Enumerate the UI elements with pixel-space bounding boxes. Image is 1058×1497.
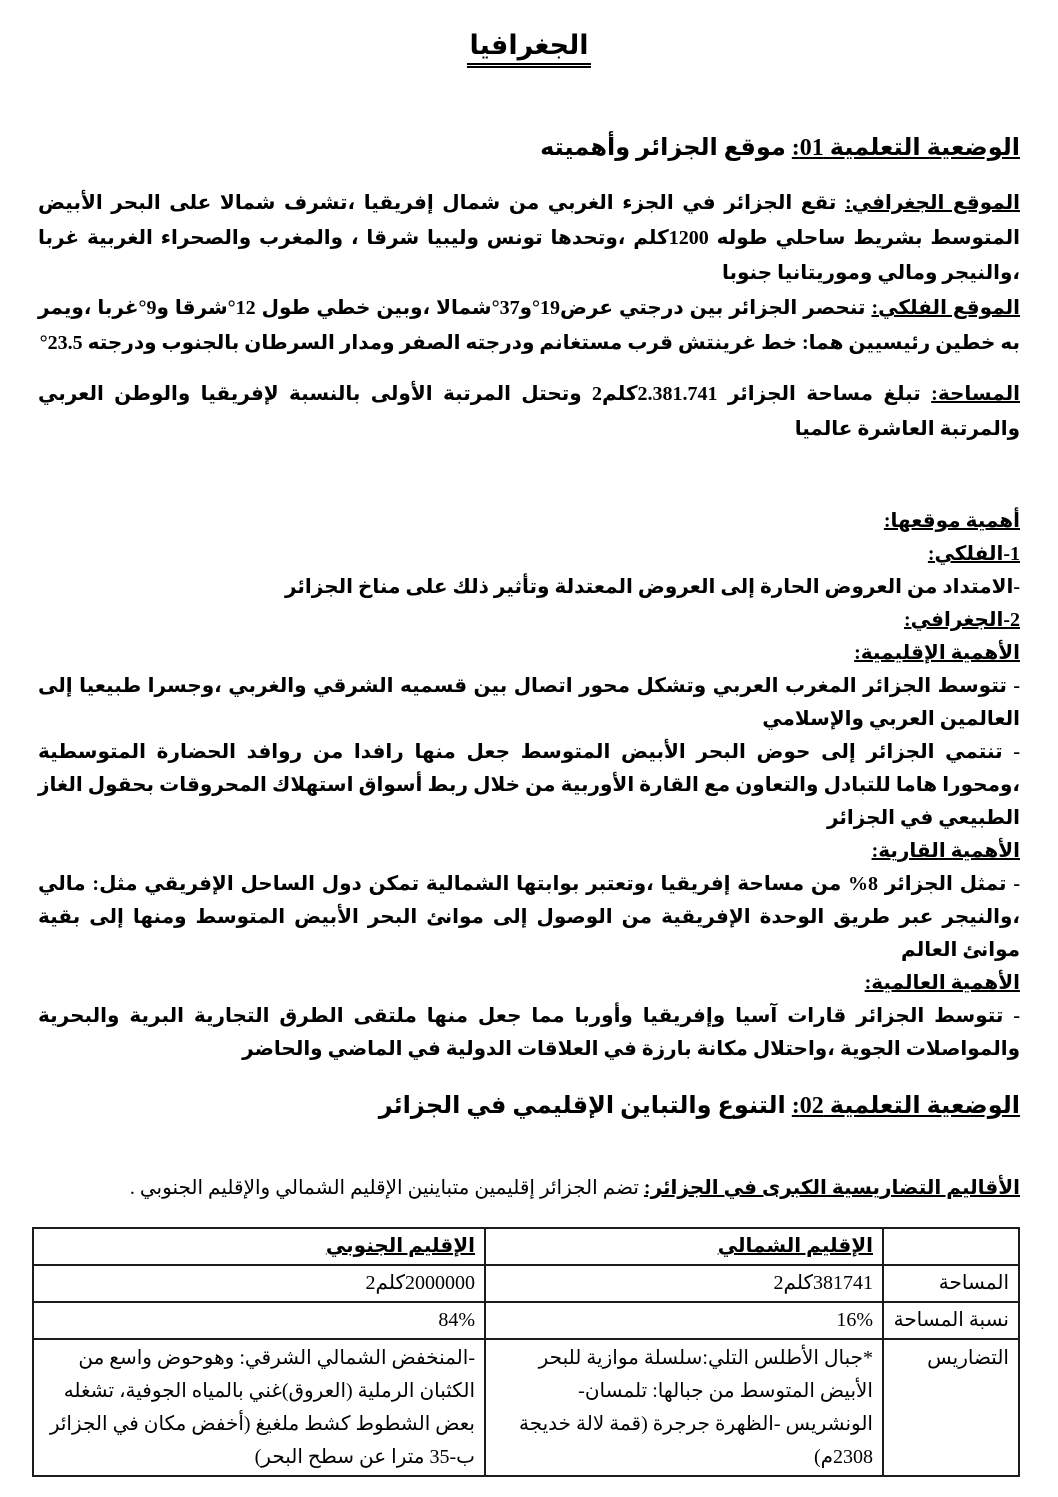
area-north-value: 381741كلم2 <box>485 1265 883 1302</box>
lesson-02-heading <box>38 1086 1020 1126</box>
importance-subheading-global: الأهمية العالمية: <box>864 972 1020 994</box>
lesson-02-heading-label: الوضعية التعلمية 02: <box>791 1093 1020 1119</box>
terrain-south-value: -المنخفض الشمالي الشرقي: وهوحوض واسع من الكثبان الرملية (العروق)غني بالمياه الجوفية، تشغله بعض الشطوط كشط ملغيغ (أخفض مكان في الجزائر ب-35 مترا عن سطح البحر) <box>33 1339 485 1476</box>
area-lead: المساحة: <box>931 383 1020 405</box>
table-row-area <box>33 1265 1019 1302</box>
importance-line-mediterranean: - تنتمي الجزائر إلى حوض البحر الأبيض المتوسط جعل منها رافدا من روافد الحضارة المتوسطية ،ومحورا هاما للتبادل والتعاون مع القارة الأوربية من خلال ربط أسواق استهلاك المحروقات بحقول الغاز الطبيعي في الجزائر <box>38 741 1021 829</box>
north-region-header-cell <box>485 1228 883 1265</box>
area-text: تبلغ مساحة الجزائر 2.381.741كلم2 وتحتل المرتبة الأولى بالنسبة لإفريقيا والوطن العربي والمرتبة العاشرة عالميا <box>38 383 1020 440</box>
geographic-location-paragraph <box>38 186 1020 291</box>
lesson-01-heading-title: موقع الجزائر وأهميته <box>540 135 792 161</box>
importance-subheading-continental: الأهمية القارية: <box>871 840 1020 862</box>
importance-line-extent: -الامتداد من العروض الحارة إلى العروض المعتدلة وتأثير ذلك على مناخ الجزائر <box>284 576 1020 598</box>
page-title <box>38 30 1020 68</box>
importance-section <box>38 505 1020 1066</box>
importance-line-crossroads: - تتوسط الجزائر قارات آسيا وإفريقيا وأوربا مما جعل منها ملتقى الطرق التجارية البرية والبحرية والمواصلات الجوية ،واحتلال مكانة بارزة في العلاقات الدولية في الماضي والحاضر <box>38 1005 1020 1060</box>
terrain-regions-intro <box>38 1172 1020 1205</box>
astronomical-location-text: تنحصر الجزائر بين درجتي عرض19°و37°شمالا ،وبين خطي طول 12°شرقا و9°غربا ،ويمر به خطين رئيسيين هما: خط غرينتش قرب مستغانم ودرجته الصفر ومدار السرطان بالجنوب ودرجته 23.5° <box>38 297 1020 354</box>
row-label-area-percentage: نسبة المساحة <box>883 1302 1019 1339</box>
regions-comparison-table <box>32 1227 1020 1477</box>
lesson-01-heading <box>38 128 1020 168</box>
lesson-01-heading-label: الوضعية التعلمية 01: <box>791 135 1020 161</box>
lesson-02-heading-title: التنوع والتباين الإقليمي في الجزائر <box>378 1093 792 1119</box>
importance-subheading-astro: 1-الفلكي: <box>927 543 1020 565</box>
table-row-area-percentage <box>33 1302 1019 1339</box>
importance-subheading-regional: الأهمية الإقليمية: <box>854 642 1020 664</box>
table-row-terrain <box>33 1339 1019 1476</box>
geographic-location-text: تقع الجزائر في الجزء الغربي من شمال إفريقيا ،تشرف شمالا على البحر الأبيض المتوسط بشريط ساحلي طوله 1200كلم ،وتحدها تونس وليبيا شرقا ، والمغرب والصحراء الغربية غربا ،والنيجر ومالي وموريتانيا جنوبا <box>38 192 1020 284</box>
area-percentage-north-value: 16% <box>485 1302 883 1339</box>
table-corner-cell <box>883 1228 1019 1265</box>
area-percentage-south-value: 84% <box>33 1302 485 1339</box>
importance-line-africa: - تمثل الجزائر 8% من مساحة إفريقيا ،وتعتبر بوابتها الشمالية تمكن دول الساحل الإفريقي مثل: مالي ،والنيجر عبر طريق الوحدة الإفريقية من الوصول إلى موانئ البحر الأبيض المتوسط ومنها إلى بقية موانئ العالم <box>38 873 1021 961</box>
astronomical-location-paragraph <box>38 291 1020 361</box>
importance-heading: أهمية موقعها: <box>883 510 1020 532</box>
terrain-regions-intro-lead: الأقاليم التضاريسية الكبرى في الجزائر: <box>643 1177 1020 1199</box>
astronomical-location-lead: الموقع الفلكي: <box>871 297 1020 319</box>
south-region-header: الإقليم الجنوبي <box>325 1235 475 1257</box>
location-paragraphs <box>38 186 1020 361</box>
row-label-terrain: التضاريس <box>883 1339 1019 1476</box>
terrain-north-value: *جبال الأطلس التلي:سلسلة موازية للبحر الأبيض المتوسط من جبالها: تلمسان- الونشريس -الظهرة جرجرة (قمة لالة خديجة 2308م) <box>485 1339 883 1476</box>
importance-subheading-geo: 2-الجغرافي: <box>903 609 1020 631</box>
north-region-header: الإقليم الشمالي <box>717 1235 873 1257</box>
page-title-text: الجغرافيا <box>467 30 592 68</box>
table-header-row <box>33 1228 1019 1265</box>
south-region-header-cell <box>33 1228 485 1265</box>
geographic-location-lead: الموقع الجغرافي: <box>844 192 1020 214</box>
area-south-value: 2000000كلم2 <box>33 1265 485 1302</box>
row-label-area: المساحة <box>883 1265 1019 1302</box>
importance-line-maghreb: - تتوسط الجزائر المغرب العربي وتشكل محور اتصال بين قسميه الشرقي والغربي ،وجسرا طبيعيا إلى العالمين العربي والإسلامي <box>38 675 1020 730</box>
area-paragraph <box>38 377 1020 447</box>
area-paragraph-block <box>38 377 1020 447</box>
terrain-regions-intro-text: تضم الجزائر إقليمين متباينين الإقليم الشمالي والإقليم الجنوبي . <box>129 1177 644 1199</box>
